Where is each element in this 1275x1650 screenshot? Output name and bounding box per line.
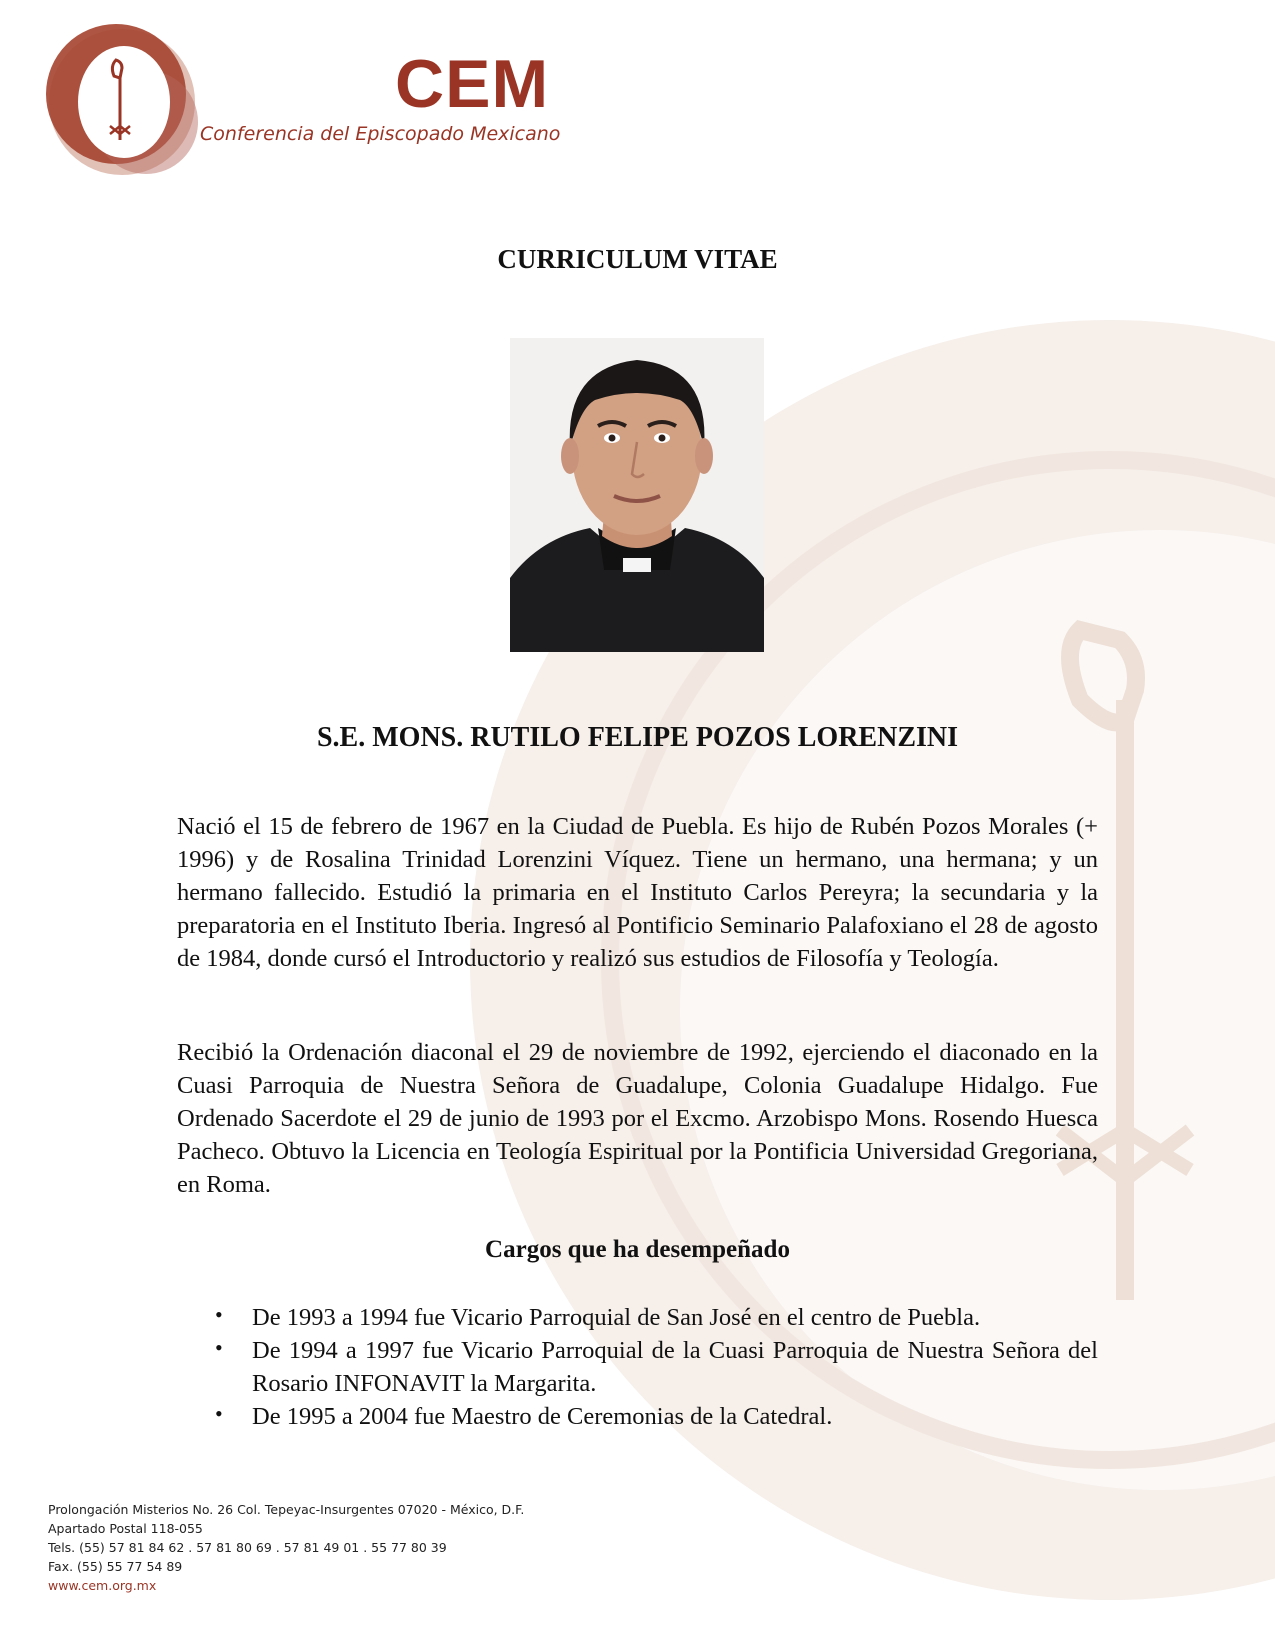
- bio-text: Nació el 15 de febrero de 1967 en la Ciudad de Puebla. Es hijo de Rubén Pozos Morales (+ 1996) y de Rosalina Trinidad Lorenzini Víquez. Tiene un hermano, una hermana; y un hermano fallecido. Estudió la primaria en el Instituto Carlos Pereyra; la secundaria y la preparatoria en el Instituto Iberia. Ingresó al Pontificio Seminario Palafoxiano el 28 de agosto de 1984, donde cursó el Introductorio y realizó sus estudios de Filosofía y Teología.: [177, 813, 1098, 972]
- bio-paragraph-1: [177, 810, 1098, 975]
- list-item-text: De 1994 a 1997 fue Vicario Parroquial de la Cuasi Parroquia de Nuestra Señora del Rosario INFONAVIT la Margarita.: [252, 1337, 1098, 1397]
- bullet-icon: •: [215, 1401, 223, 1426]
- person-name: S.E. MONS. RUTILO FELIPE POZOS LORENZINI: [316, 722, 959, 753]
- logo-organization-name: Conferencia del Episcopado Mexicano: [200, 123, 561, 145]
- footer-address: Prolongación Misterios No. 26 Col. Tepeyac-Insurgentes 07020 - México, D.F.: [48, 1502, 525, 1517]
- cargos-list: [177, 1301, 1098, 1433]
- bullet-icon: •: [215, 1302, 223, 1327]
- portrait-photo: [510, 338, 764, 652]
- list-item-text: De 1993 a 1994 fue Vicario Parroquial de San José en el centro de Puebla.: [252, 1304, 981, 1331]
- bio-paragraph-2: [177, 1036, 1098, 1201]
- list-item: [177, 1301, 1098, 1334]
- footer-phones: Tels. (55) 57 81 84 62 . 57 81 80 69 . 57 81 49 01 . 55 77 80 39: [48, 1540, 447, 1555]
- bullet-icon: •: [215, 1335, 223, 1360]
- footer-contact: [48, 1500, 524, 1595]
- list-item: [177, 1334, 1098, 1400]
- bio-text: Recibió la Ordenación diaconal el 29 de noviembre de 1992, ejerciendo el diaconado en la Cuasi Parroquia de Nuestra Señora de Guadalupe, Colonia Guadalupe Hidalgo. Fue Ordenado Sacerdote el 29 de junio de 1993 por el Excmo. Arzobispo Mons. Rosendo Huesca Pacheco. Obtuvo la Licencia en Teología Espiritual por la Pontificia Universidad Gregoriana, en Roma.: [177, 1039, 1098, 1198]
- footer-fax: Fax. (55) 55 77 54 89: [48, 1559, 183, 1574]
- list-item: [177, 1400, 1098, 1433]
- footer-website-link[interactable]: www.cem.org.mx: [48, 1578, 157, 1593]
- logo-abbreviation: CEM: [395, 46, 550, 122]
- cargos-heading: Cargos que ha desempeñado: [485, 1236, 790, 1263]
- document-title: CURRICULUM VITAE: [497, 244, 778, 274]
- list-item-text: De 1995 a 2004 fue Maestro de Ceremonias de la Catedral.: [252, 1403, 833, 1430]
- cem-logo-icon: [38, 22, 198, 182]
- footer-po-box: Apartado Postal 118-055: [48, 1521, 203, 1536]
